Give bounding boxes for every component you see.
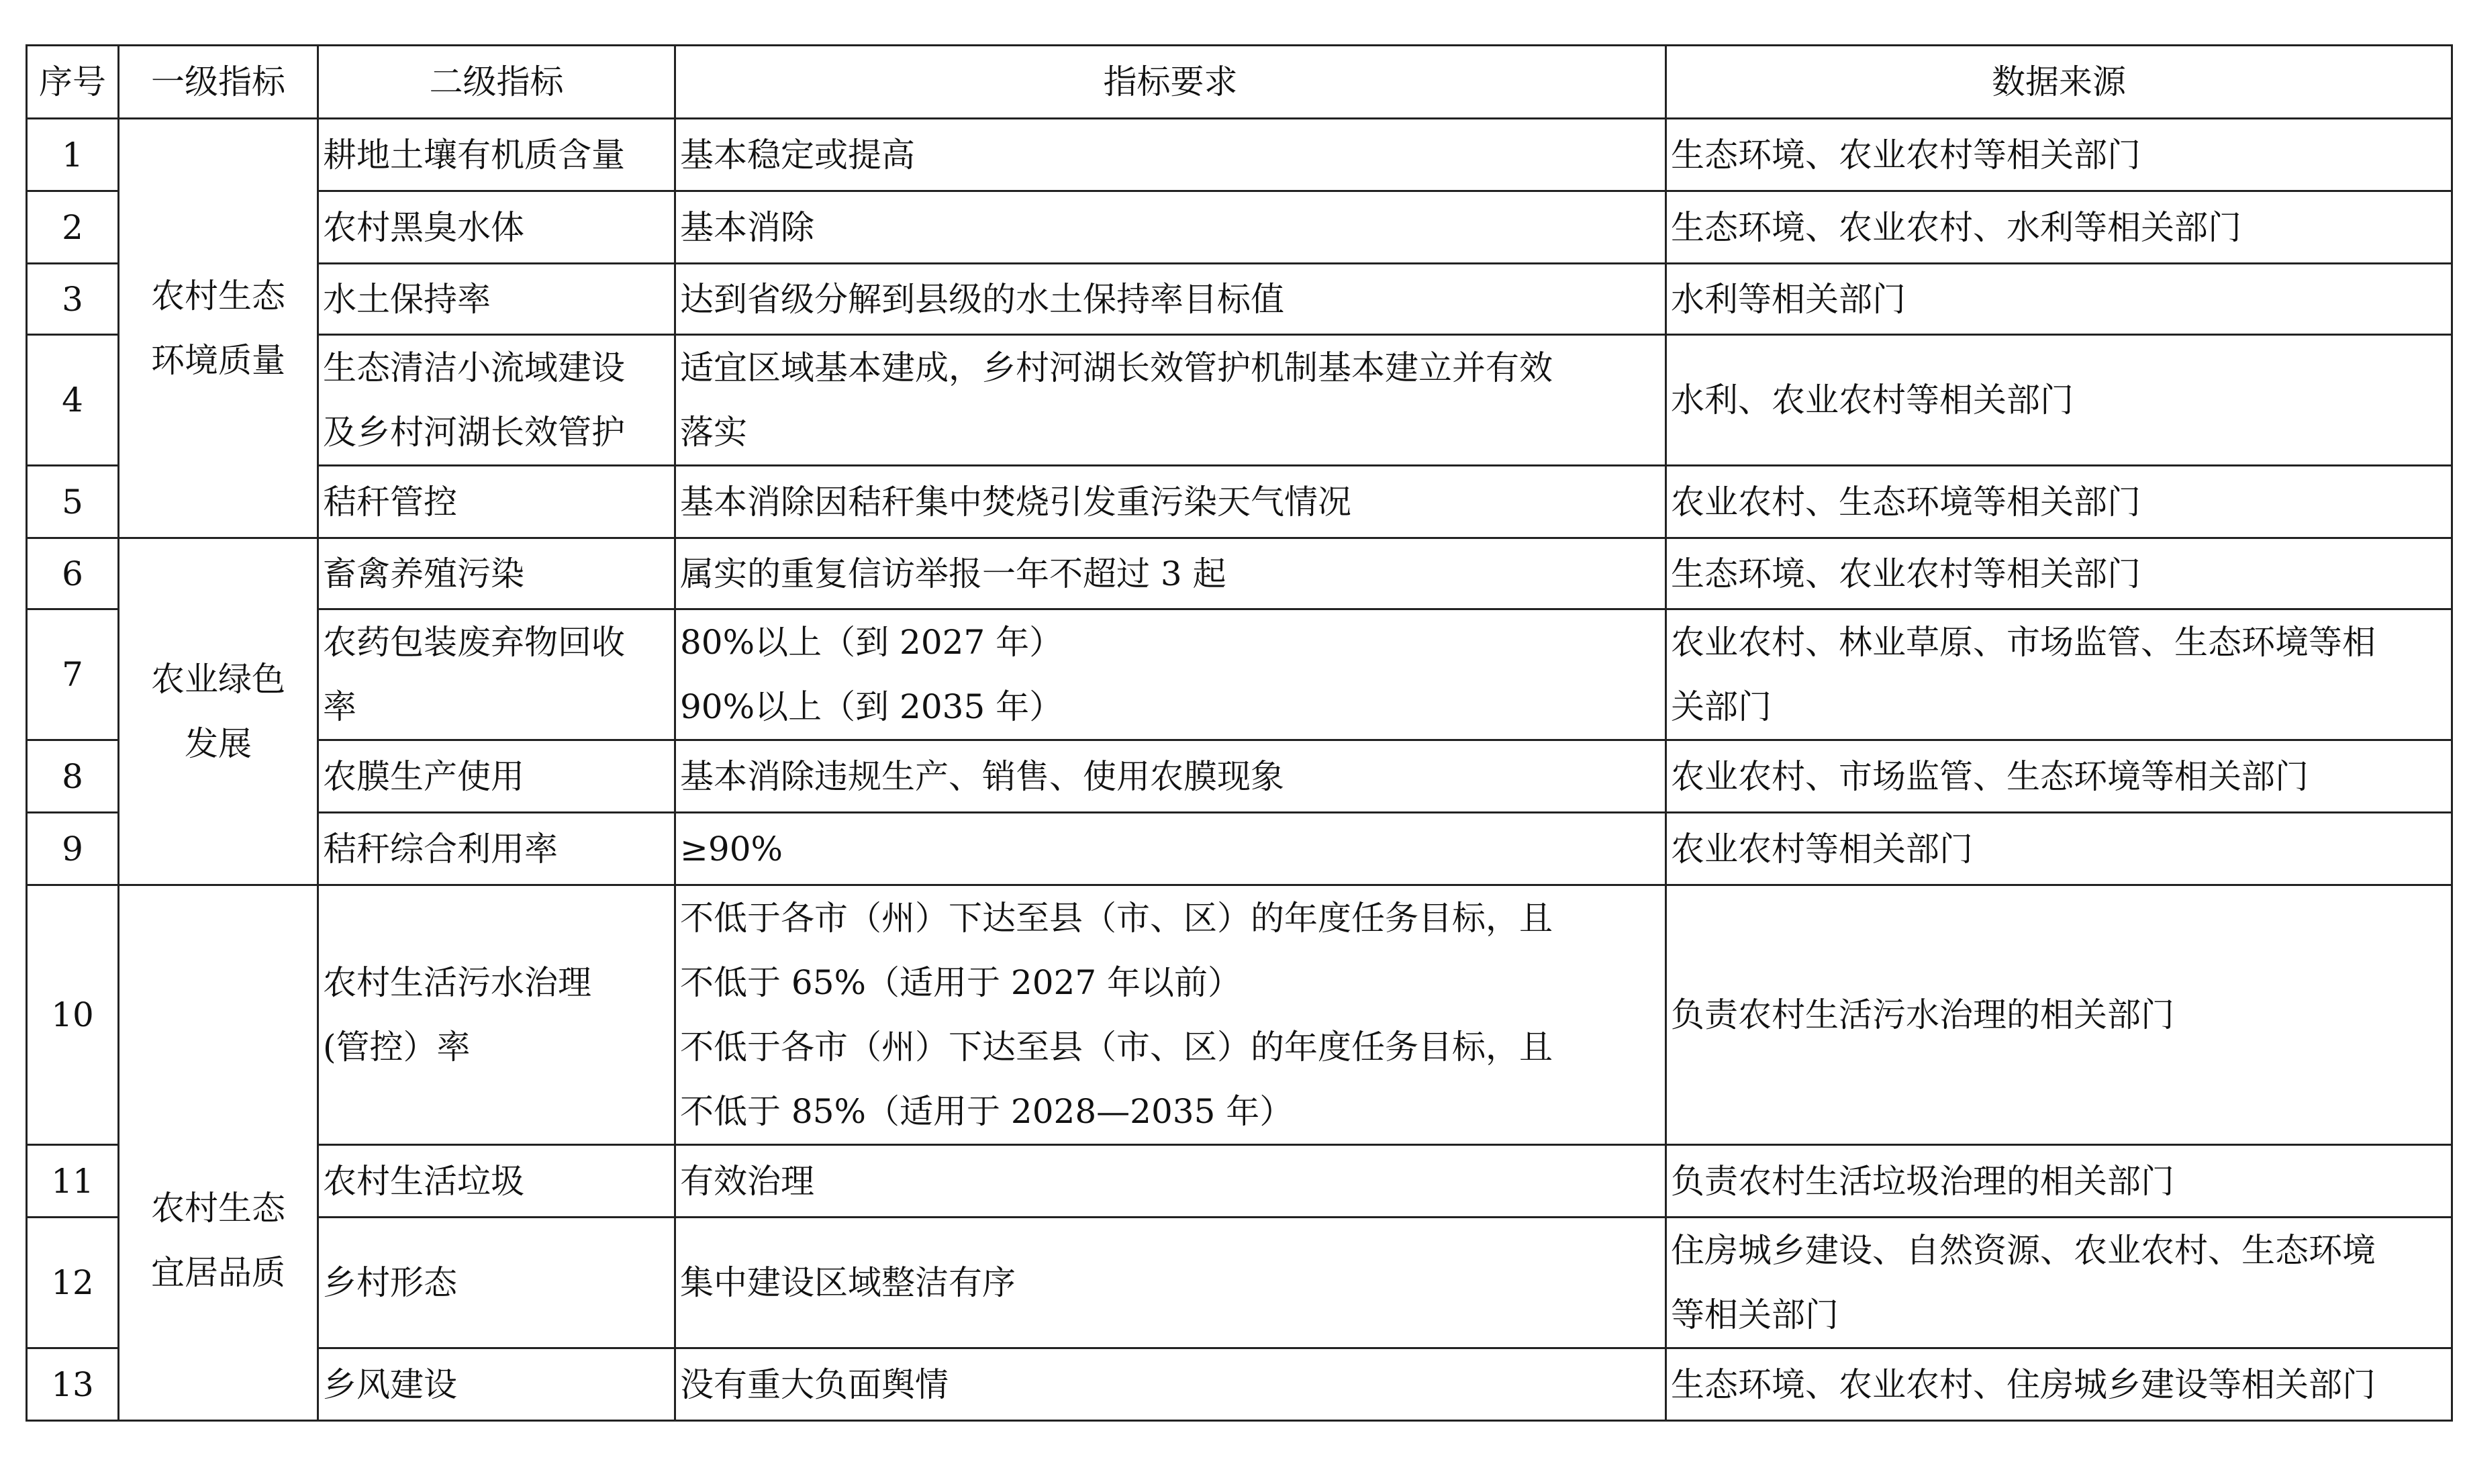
- data-source: [1666, 740, 2452, 813]
- data-source: [1666, 885, 2452, 1145]
- data-source-line: 水利、农业农村等相关部门: [1671, 381, 2074, 419]
- level2-indicator-line: 水土保持率: [323, 279, 491, 319]
- table-row: [27, 119, 2452, 191]
- level2-indicator-line: 耕地土壤有机质含量: [323, 135, 625, 175]
- data-source: [1666, 335, 2452, 466]
- indicator-requirement: [675, 335, 1666, 466]
- level2-indicator: [318, 264, 675, 335]
- row-number: 4: [27, 335, 119, 466]
- table-row: [27, 609, 2452, 740]
- data-source: [1666, 466, 2452, 538]
- indicator-requirement: [675, 538, 1666, 609]
- level2-indicator: [318, 119, 675, 191]
- row-number: 1: [27, 119, 119, 191]
- header-level2: 二级指标: [318, 46, 675, 119]
- data-source: [1666, 538, 2452, 609]
- data-source: [1666, 1218, 2452, 1348]
- level2-indicator: [318, 1348, 675, 1421]
- requirement-line: 有效治理: [680, 1161, 814, 1201]
- level1-indicator-line: 宜居品质: [151, 1252, 285, 1292]
- level1-indicator: [119, 885, 318, 1421]
- table-row: [27, 740, 2452, 813]
- requirement-line: 基本消除: [680, 207, 814, 247]
- table-row: [27, 335, 2452, 466]
- table-row: [27, 466, 2452, 538]
- level2-indicator: [318, 885, 675, 1145]
- requirement-line: 不低于各市（州）下达至县（市、区）的年度任务目标，且: [680, 1028, 1553, 1067]
- requirement-line: 集中建设区域整洁有序: [680, 1263, 1016, 1302]
- indicator-requirement: [675, 264, 1666, 335]
- table-row: [27, 264, 2452, 335]
- requirement-line: 不低于 65%（适用于 2027 年以前）: [680, 963, 1242, 1002]
- level1-indicator-line: 农业绿色: [151, 660, 285, 699]
- data-source-line: 水利等相关部门: [1671, 279, 1906, 319]
- data-source-line: 农业农村等相关部门: [1671, 829, 1973, 869]
- level1-indicator-line: 农村生态: [151, 277, 285, 315]
- indicator-table: [26, 44, 2453, 1422]
- level1-indicator: [119, 119, 318, 538]
- data-source-line: 生态环境、农业农村、住房城乡建设等相关部门: [1671, 1365, 2376, 1404]
- indicator-requirement: [675, 191, 1666, 264]
- level2-indicator-line: 乡风建设: [323, 1365, 457, 1404]
- requirement-line: 基本稳定或提高: [680, 135, 915, 175]
- header-requirement: 指标要求: [675, 46, 1666, 119]
- row-number: 7: [27, 609, 119, 740]
- data-source: [1666, 1348, 2452, 1421]
- level1-indicator: [119, 538, 318, 885]
- requirement-line: 属实的重复信访举报一年不超过 3 起: [680, 554, 1226, 593]
- data-source-line: 关部门: [1671, 687, 1772, 726]
- indicator-requirement: [675, 1218, 1666, 1348]
- data-source-line: 等相关部门: [1671, 1295, 1839, 1334]
- row-number: 5: [27, 466, 119, 538]
- requirement-line: 适宜区域基本建成，乡村河湖长效管护机制基本建立并有效: [680, 348, 1553, 387]
- row-number: 3: [27, 264, 119, 335]
- level2-indicator-line: (管控）率: [323, 1028, 471, 1067]
- level2-indicator-line: 农村生活垃圾: [323, 1161, 524, 1201]
- data-source-line: 农业农村、生态环境等相关部门: [1671, 482, 2141, 522]
- requirement-line: 没有重大负面舆情: [680, 1365, 949, 1404]
- level2-indicator: [318, 538, 675, 609]
- requirement-line: 达到省级分解到县级的水土保持率目标值: [680, 279, 1284, 319]
- level2-indicator-line: 农村黑臭水体: [323, 207, 524, 247]
- data-source-line: 生态环境、农业农村、水利等相关部门: [1671, 207, 2241, 247]
- level2-indicator-line: 农药包装废弃物回收: [323, 623, 625, 662]
- level2-indicator: [318, 335, 675, 466]
- data-source-line: 生态环境、农业农村等相关部门: [1671, 554, 2141, 593]
- level2-indicator: [318, 1145, 675, 1218]
- data-source: [1666, 1145, 2452, 1218]
- data-source: [1666, 813, 2452, 885]
- requirement-line: 90%以上（到 2035 年）: [680, 687, 1063, 726]
- level2-indicator-line: 秸秆管控: [323, 482, 457, 522]
- table-row: [27, 813, 2452, 885]
- indicator-requirement: [675, 813, 1666, 885]
- level1-indicator-line: 环境质量: [151, 341, 285, 380]
- level2-indicator-line: 生态清洁小流域建设: [323, 348, 625, 387]
- row-number: 10: [27, 885, 119, 1145]
- data-source: [1666, 191, 2452, 264]
- indicator-requirement: [675, 1145, 1666, 1218]
- header-level1: 一级指标: [119, 46, 318, 119]
- row-number: 12: [27, 1218, 119, 1348]
- table-row: [27, 1145, 2452, 1218]
- data-source-line: 生态环境、农业农村等相关部门: [1671, 135, 2141, 175]
- indicator-requirement: [675, 119, 1666, 191]
- level2-indicator: [318, 740, 675, 813]
- row-number: 13: [27, 1348, 119, 1421]
- data-source-line: 负责农村生活污水治理的相关部门: [1671, 995, 2174, 1034]
- level2-indicator-line: 及乡村河湖长效管护: [323, 413, 625, 452]
- row-number: 8: [27, 740, 119, 813]
- indicator-requirement: [675, 1348, 1666, 1421]
- row-number: 11: [27, 1145, 119, 1218]
- requirement-line: 80%以上（到 2027 年）: [680, 623, 1063, 662]
- level2-indicator-line: 农膜生产使用: [323, 756, 524, 796]
- level2-indicator-line: 率: [323, 687, 356, 726]
- requirement-line: 基本消除违规生产、销售、使用农膜现象: [680, 756, 1284, 796]
- header-row: [27, 46, 2452, 119]
- level1-indicator-line: 发展: [185, 724, 252, 763]
- level2-indicator: [318, 466, 675, 538]
- level2-indicator-line: 秸秆综合利用率: [323, 829, 558, 869]
- header-no: 序号: [27, 46, 119, 119]
- table-row: [27, 1218, 2452, 1348]
- data-source: [1666, 119, 2452, 191]
- row-number: 9: [27, 813, 119, 885]
- data-source: [1666, 609, 2452, 740]
- data-source-line: 农业农村、林业草原、市场监管、生态环境等相: [1671, 623, 2376, 662]
- requirement-line: 落实: [680, 413, 747, 452]
- table-row: [27, 1348, 2452, 1421]
- header-source: 数据来源: [1666, 46, 2452, 119]
- table-row: [27, 191, 2452, 264]
- data-source-line: 负责农村生活垃圾治理的相关部门: [1671, 1161, 2174, 1201]
- level2-indicator-line: 乡村形态: [323, 1263, 457, 1302]
- data-source-line: 农业农村、市场监管、生态环境等相关部门: [1671, 756, 2309, 796]
- indicator-requirement: [675, 466, 1666, 538]
- level2-indicator: [318, 813, 675, 885]
- row-number: 2: [27, 191, 119, 264]
- requirement-line: 不低于 85%（适用于 2028—2035 年）: [680, 1092, 1294, 1131]
- level1-indicator-line: 农村生态: [151, 1188, 285, 1228]
- level2-indicator: [318, 191, 675, 264]
- indicator-requirement: [675, 609, 1666, 740]
- row-number: 6: [27, 538, 119, 609]
- table-row: [27, 538, 2452, 609]
- indicator-requirement: [675, 740, 1666, 813]
- level2-indicator-line: 畜禽养殖污染: [323, 554, 524, 593]
- level2-indicator: [318, 609, 675, 740]
- data-source-line: 住房城乡建设、自然资源、农业农村、生态环境: [1671, 1231, 2376, 1270]
- indicator-requirement: [675, 885, 1666, 1145]
- level2-indicator-line: 农村生活污水治理: [323, 963, 591, 1002]
- level2-indicator: [318, 1218, 675, 1348]
- table-row: [27, 885, 2452, 1145]
- requirement-line: ≥90%: [680, 829, 783, 869]
- requirement-line: 不低于各市（州）下达至县（市、区）的年度任务目标，且: [680, 899, 1553, 938]
- data-source: [1666, 264, 2452, 335]
- requirement-line: 基本消除因秸秆集中焚烧引发重污染天气情况: [680, 482, 1351, 522]
